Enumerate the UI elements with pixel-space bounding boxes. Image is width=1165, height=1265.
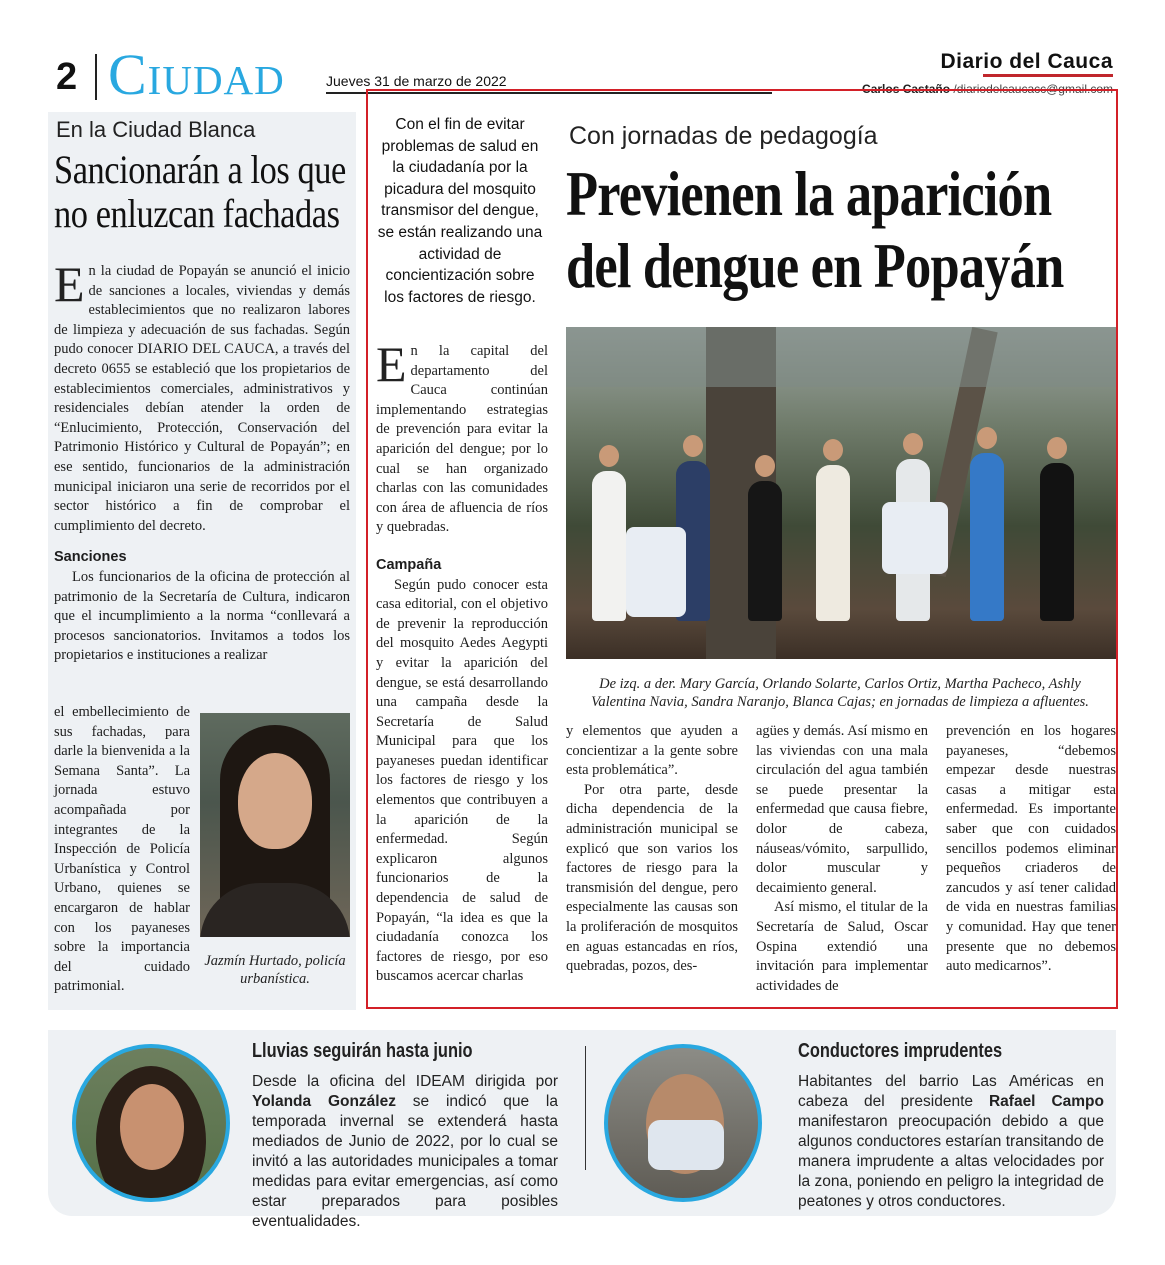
main-paragraph-1 [376,336,548,538]
page-number: 2 [56,56,78,98]
photo-garbage-bag [626,527,686,617]
photo-person [592,471,626,621]
portrait-face-shape [120,1084,184,1170]
brief-text-lluvias-b: se indicó que la temporada invernal se extenderá hasta mediados de Junio de 2022, por lo cual se invitó a las autoridades municipales a tomar medidas para evitar emergencias, así como estar preparados para posibles eventualidades. [252,1093,558,1230]
main-article-column-4 [946,722,1116,977]
left-article-body [54,256,350,666]
main-article-kicker: Con jornadas de pedagogía [569,122,878,150]
brief-title-lluvias: Lluvias seguirán hasta junio [252,1040,473,1062]
main-col3-paragraph-2: Así mismo, el titular de la Secretaría de Salud, Oscar Ospina extendió una invitación para implementar actividades de [756,899,928,994]
left-dropcap: E [54,256,85,312]
brief-text-lluvias-a: Desde la oficina del IDEAM dirigida por [252,1073,558,1090]
main-p1-text: n la capital del departamento del Cauca continúan implementando estrategias de prevención para evitar la aparición del dengue; por lo cual se han organizado charlas con las comunidades con área de afluencia de ríos y quebradas. [376,343,548,536]
main-paragraph-2: Según pudo conocer esta casa editorial, con el objetivo de prevenir la reproducción del mosquito Aedes Aegypti y evitar la aparición del dengue, se está desarrollando una campaña desde la Secretaría de Salud Municipal para que los payaneses puedan identificar los factores de riesgo y los elementos que contribuyen a la aparición de la enfermedad. Según explicaron algunos funcionarios de la dependencia de salud de Popayán, “la idea es que la ciudadanía conozca los factores de riesgo, por eso buscamos acercar charlas [376,576,548,985]
masthead-divider [95,54,97,100]
brief-name-lluvias: Yolanda González [252,1093,396,1110]
main-col4-paragraph-1: prevención en los hogares payaneses, “debemos empezar desde nuestras casas a mitigar esta enfermedad. Es importante saber que con cuidados sencillos podemos eliminar pequeños criaderos de zancudos y así tener calidad de vida en nuestras familias y comunidad. Hay que tener presente que no debemos auto medicarnos”. [946,723,1116,975]
photo-person [1040,463,1074,621]
photo-sky [566,327,1116,387]
left-article-paragraph [54,256,350,536]
brief-text-conductores [798,1072,1104,1212]
portrait-yolanda [72,1044,230,1202]
left-article-paragraph-3: el embellecimiento de sus fachadas, para darle la bienvenida a la Semana Santa”. La jornada estuvo acompañada por integrantes de la Inspección de Policía Urbanística y Control Urbano, quienes se encargaron de hablar con los payaneses sobre la importancia del cuidado patrimonial. [54,704,190,995]
section-title: Ciudad [108,42,285,107]
photo-garbage-bag [882,502,948,574]
newspaper-logo: Diario del Cauca [940,50,1113,73]
main-col3-paragraph-1: agües y demás. Así mismo en las viviendas con una mala circulación del agua también se puede presentar la enfermedad que causa fiebre, dolor de cabeza, náuseas/vómito, sarpullido, dolor muscular y decaimiento general. [756,723,928,896]
left-photo-caption: Jazmín Hurtado, policía urbanística. [204,953,346,987]
portrait-mask-shape [648,1120,724,1170]
photo-person [970,453,1004,621]
main-article-column-2 [566,722,738,977]
brief-name-conductores: Rafael Campo [988,1093,1104,1110]
main-article-column-1 [376,336,548,987]
portrait-rafael [604,1044,762,1202]
left-article-kicker: En la Ciudad Blanca [56,117,256,142]
byline-author: Carlos Castaño [862,82,951,96]
left-article-headline: Sancionarán a los que no enluzcan fachadas [54,147,346,236]
main-col2-paragraph-2: Por otra parte, desde dicha dependencia de la administración municipal se explicó que son varios los factores de riesgo para la transmisión del dengue, pero especialmente las causas son la proliferación de mosquitos en aguas estancadas en ríos, quebradas, pozos, des- [566,781,738,975]
group-photo [566,327,1116,659]
issue-date: Jueves 31 de marzo de 2022 [326,73,507,89]
photo-face-shape [238,753,312,849]
main-article-lede: Con el fin de evitar problemas de salud en la ciudadanía por la picadura del mosquito transmisor del dengue, se están realizando una actividad de concientización sobre los factores de riesgo. [377,116,543,306]
briefs-divider [585,1046,586,1170]
left-p1-text: n la ciudad de Popayán se anunció el inicio de sanciones a locales, viviendas y demás establecimientos que no realizaron labores de limpieza y adecuación de sus fachadas. Según pudo conocer DIARIO DEL CAUCA, a través del decreto 0655 se estableció que los propietarios de establecimientos comerciales, administrativos y residenciales debían atender la orden de “Enlucimiento, Protección, Conservación del Patrimonio Histórico y Cultural de Popayán”; en ese sentido, funcionarios de la administración municipal iniciaron una serie de recorridos por el sector histórico a fin de comprobar el cumplimiento del decreto. [54,263,350,534]
photo-person [748,481,782,621]
main-photo-caption: De izq. a der. Mary García, Orlando Solarte, Carlos Ortiz, Martha Pacheco, Ashly Valentina Navia, Sandra Naranjo, Blanca Cajas; en jornadas de limpieza a afluentes. [591,676,1089,710]
main-col2-paragraph-1: y elementos que ayuden a concientizar a la gente sobre esta problemática”. [566,723,738,779]
brief-title-conductores: Conductores imprudentes [798,1040,1003,1062]
byline-email: /diariodelcaucacc@gmail.com [953,82,1113,96]
left-article-narrow-column [54,703,190,997]
portrait-photo-jazmin [200,713,350,937]
main-dropcap: E [376,336,407,392]
photo-person [816,465,850,621]
left-article-subhead: Sanciones [54,549,127,566]
brief-text-conductores-b: manifestaron preocupación debido a que algunos conductores estarían transitando de manera imprudente a altas velocidades por la zona, poniendo en peligro la integridad de peatones y otros conductores. [798,1113,1104,1210]
logo-underline [983,74,1113,77]
brief-text-lluvias [252,1072,558,1232]
main-article-headline: Previenen la aparición del dengue en Popayán [566,158,1064,301]
left-article-paragraph-2: Los funcionarios de la oficina de protección al patrimonio de la Secretaría de Cultura, indicaron que el incumplimiento a la norma “conllevará a procesos sancionatorios. Invitamos a todos los propietarios e instituciones a realizar [54,568,350,664]
main-article-column-3 [756,722,928,996]
main-article-subhead: Campaña [376,556,442,573]
brief-text-conductores-a: Habitantes del barrio Las Américas en cabeza del presidente [798,1073,1104,1110]
